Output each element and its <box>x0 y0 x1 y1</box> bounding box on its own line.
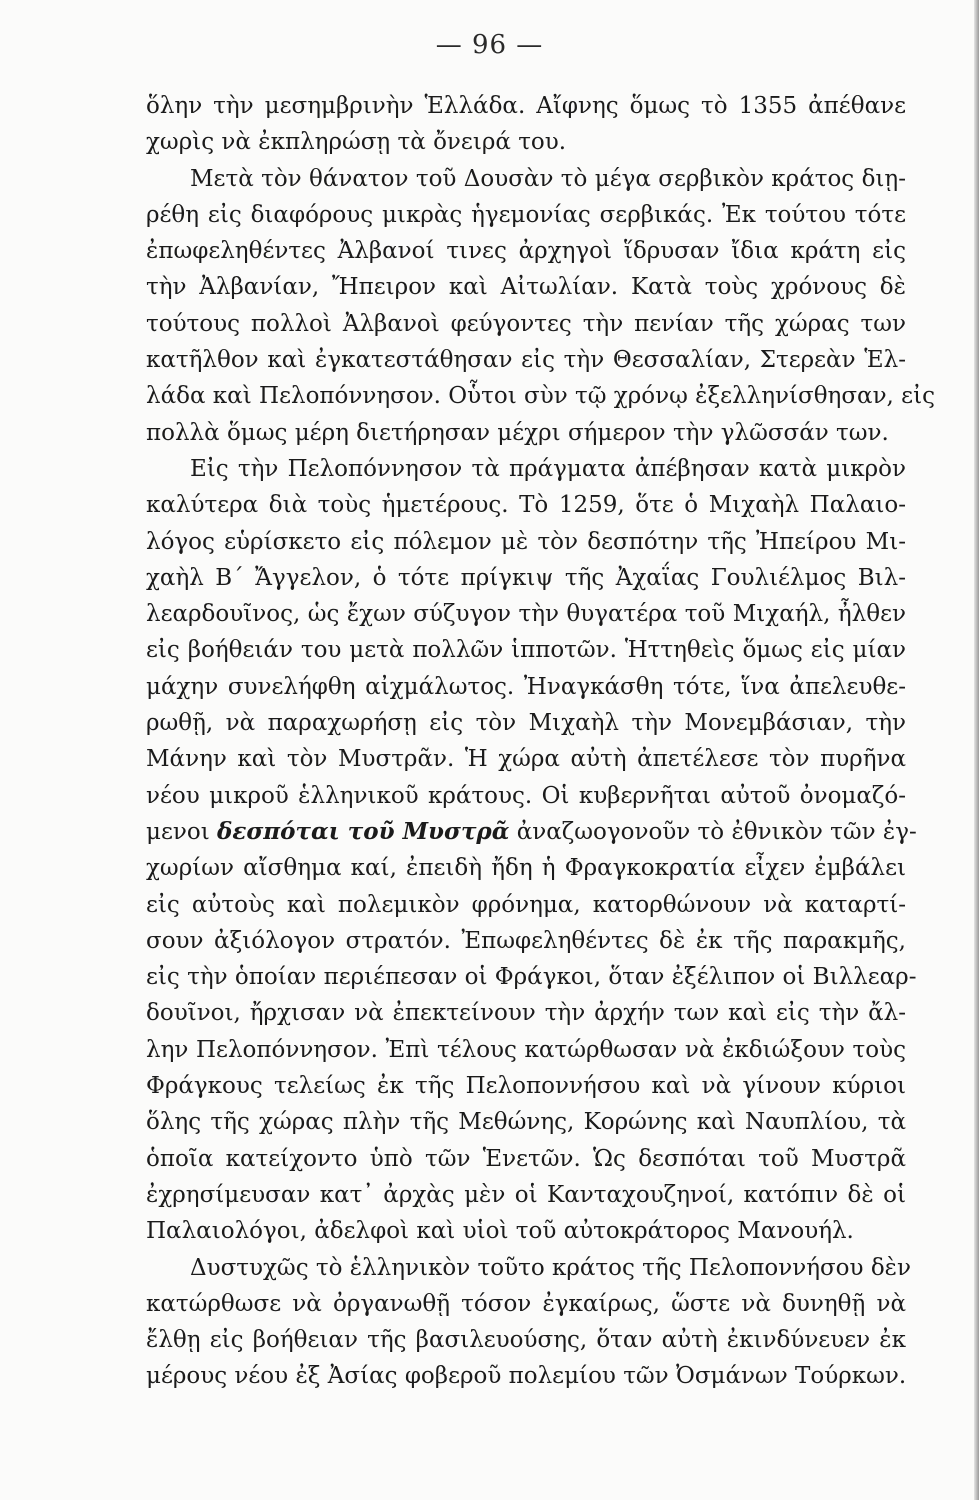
text-line: μάχην συνελήφθη αἰχμάλωτος. Ἠναγκάσθη τότε, ἵνα ἀπελευθε- <box>146 673 906 700</box>
text-line: νέου μικροῦ ἑλληνικοῦ κράτους. Οἱ κυβερνῆται αὐτοῦ ὀνομαζό- <box>146 782 906 809</box>
text-line: Παλαιολόγοι, ἀδελφοὶ καὶ υἱοὶ τοῦ αὐτοκράτορος Μανουήλ. <box>146 1218 854 1245</box>
text-line: ἐχρησίμευσαν κατ᾽ ἀρχὰς μὲν οἱ Κανταχουζηνοί, κατόπιν δὲ οἱ <box>146 1181 906 1208</box>
text-line: λεαρδουῖνος, ὡς ἔχων σύζυγον τὴν θυγατέρα τοῦ Μιχαήλ, ἦλθεν <box>146 601 906 628</box>
text-line: εἰς τὴν ὁποίαν περιέπεσαν οἱ Φράγκοι, ὅταν ἐξέλιπον οἱ Βιλλεαρ- <box>146 964 917 991</box>
page-edge-shadow <box>974 0 979 1500</box>
text-line: καλύτερα διὰ τοὺς ἡμετέρους. Τὸ 1259, ὅτε ὁ Μιχαὴλ Παλαιο- <box>146 492 906 519</box>
text-line: εἰς βοήθειάν του μετὰ πολλῶν ἱπποτῶν. Ἡττηθεὶς ὅμως εἰς μίαν <box>146 637 906 664</box>
text-line: ὁποῖα κατείχοντο ὑπὸ τῶν Ἑνετῶν. Ὡς δεσπόται τοῦ Μυστρᾶ <box>146 1145 906 1172</box>
text-line: τούτους πολλοὶ Ἀλβανοὶ φεύγοντες τὴν πενίαν τῆς χώρας των <box>146 310 906 337</box>
text-line: χωρίων αἴσθημα καί, ἐπειδὴ ἤδη ἡ Φραγκοκρατία εἶχεν ἐμβάλει <box>146 855 906 882</box>
text-line: Μάνην καὶ τὸν Μυστρᾶν. Ἡ χώρα αὐτὴ ἀπετέλεσε τὸν πυρῆνα <box>146 746 906 773</box>
text-line-rest: ἀναζωογονοῦν τὸ ἐθνικὸν τῶν ἐγ- <box>516 818 917 845</box>
text-line: σουν ἀξιόλογον στρατόν. Ἐπωφεληθέντες δὲ ἐκ τῆς παρακμῆς, <box>146 927 906 954</box>
text-line: ρέθη εἰς διαφόρους μικρὰς ἡγεμονίας σερβικάς. Ἐκ τούτου τότε <box>146 201 906 228</box>
text-line: Δυστυχῶς τὸ ἑλληνικὸν τοῦτο κράτος τῆς Πελοποννήσου δὲν <box>190 1254 911 1281</box>
text-line: δουῖνοι, ἤρχισαν νὰ ἐπεκτείνουν τὴν ἀρχήν των καὶ εἰς τὴν ἄλ- <box>146 1000 906 1027</box>
text-line: χωρὶς νὰ ἐκπληρώσῃ τὰ ὄνειρά του. <box>146 129 567 156</box>
text-line: εἰς αὐτοὺς καὶ πολεμικὸν φρόνημα, κατορθώνουν νὰ καταρτί- <box>146 891 906 918</box>
text-line: κατῆλθον καὶ ἐγκατεστάθησαν εἰς τὴν Θεσσαλίαν, Στερεὰν Ἑλ- <box>146 347 906 374</box>
text-line: ἐπωφεληθέντες Ἀλβανοί τινες ἀρχηγοὶ ἵδρυσαν ἴδια κράτη εἰς <box>146 238 906 265</box>
text-line: ὅλην τὴν μεσημβρινὴν Ἑλλάδα. Αἴφνης ὅμως τὸ 1355 ἀπέθανε <box>146 93 906 119</box>
page-number: — 96 — <box>435 30 544 60</box>
body-text <box>146 88 935 1395</box>
text-line: ὅλης τῆς χώρας πλὴν τῆς Μεθώνης, Κορώνης καὶ Ναυπλίου, τὰ <box>146 1109 906 1136</box>
text-line <box>146 814 917 850</box>
text-line: Φράγκους τελείως ἐκ τῆς Πελοποννήσου καὶ νὰ γίνουν κύριοι <box>146 1073 906 1100</box>
text-line: λόγος εὑρίσκετο εἰς πόλεμον μὲ τὸν δεσπότην τῆς Ἠπείρου Μι- <box>146 528 906 555</box>
text-line: χαὴλ Β΄ Ἄγγελον, ὁ τότε πρίγκιψ τῆς Ἀχαΐας Γουλιέλμος Βιλ- <box>146 564 906 591</box>
text-line-prefix: μενοι <box>146 818 218 845</box>
text-line: λην Πελοπόννησον. Ἐπὶ τέλους κατώρθωσαν νὰ ἐκδιώξουν τοὺς <box>146 1036 906 1063</box>
text-line: ρωθῇ, νὰ παραχωρήσῃ εἰς τὸν Μιχαὴλ τὴν Μονεμβάσιαν, τὴν <box>146 710 906 737</box>
text-line: ἔλθῃ εἰς βοήθειαν τῆς βασιλευούσης, ὅταν αὐτὴ ἐκινδύνευεν ἐκ <box>146 1327 906 1354</box>
emphasized-phrase: δεσπόται τοῦ Μυστρᾶ <box>217 817 510 845</box>
text-line: τὴν Ἀλβανίαν, Ἤπειρον καὶ Αἰτωλίαν. Κατὰ τοὺς χρόνους δὲ <box>146 274 906 301</box>
text-line: λάδα καὶ Πελοπόννησον. Οὗτοι σὺν τῷ χρόνῳ ἐξελληνίσθησαν, εἰς <box>146 383 935 410</box>
text-line: Εἰς τὴν Πελοπόννησον τὰ πράγματα ἀπέβησαν κατὰ μικρὸν <box>190 455 906 482</box>
text-line: κατώρθωσε νὰ ὀργανωθῇ τόσον ἐγκαίρως, ὥστε νὰ δυνηθῇ νὰ <box>146 1290 906 1317</box>
text-line: πολλὰ ὅμως μέρη διετήρησαν μέχρι σήμερον τὴν γλῶσσάν των. <box>146 419 889 446</box>
text-line: Μετὰ τὸν θάνατον τοῦ Δουσὰν τὸ μέγα σερβικὸν κράτος διῃ- <box>190 165 906 192</box>
text-line: μέρους νέου ἐξ Ἀσίας φοβεροῦ πολεμίου τῶν Ὀσμάνων Τούρκων. <box>146 1363 907 1390</box>
